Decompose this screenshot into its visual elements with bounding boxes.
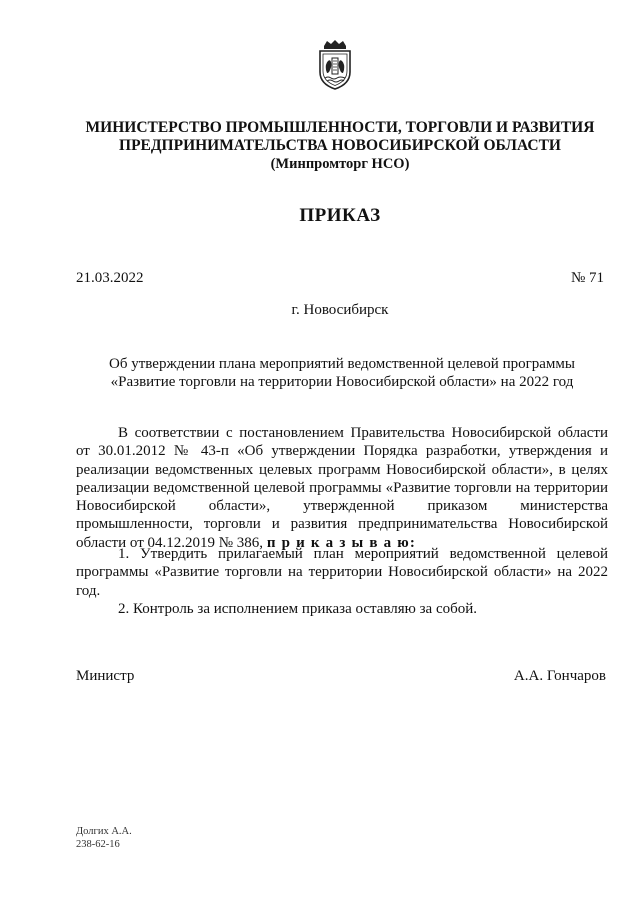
executor-name: Долгих А.А. — [76, 826, 132, 837]
executor-phone: 238-62-16 — [76, 839, 120, 850]
decree-word: п р и к а з ы в а ю: — [266, 534, 417, 551]
preamble-paragraph — [76, 424, 608, 552]
document-city: г. Новосибирск — [291, 302, 389, 318]
document-type-title: ПРИКАЗ — [299, 205, 381, 226]
preamble-text: В соответствии с постановлением Правительства Новосибирской области от 30.01.2012 № 43-п «Об утверждении Порядка разработки, утверждения и реализации ведомственных целевых программ Новосибирской области», в целях реализации ведомственной целевой программы «Развитие торговли на территории Новосибирской области», утвержденной приказом министерства промышленности, торговли и развития предпринимательства Новосибирской области от 04.12.2019 № 386, — [76, 425, 608, 551]
document-date: 21.03.2022 — [76, 270, 144, 286]
order-item-1: 1. Утвердить прилагаемый план мероприятий ведомственной целевой программы «Развитие торговли на территории Новосибирской области» на 2022 год. — [76, 546, 608, 599]
ministry-name-line2: ПРЕДПРИНИМАТЕЛЬСТВА НОВОСИБИРСКОЙ ОБЛАСТИ — [119, 137, 561, 154]
order-item-2: 2. Контроль за исполнением приказа оставляю за собой. — [118, 601, 478, 617]
signatory-name: А.А. Гончаров — [513, 668, 606, 684]
ministry-short-name: (Минпромторг НСО) — [270, 156, 410, 172]
signatory-role: Министр — [76, 668, 135, 684]
document-number: № 71 — [570, 270, 604, 286]
coat-of-arms-icon — [316, 40, 354, 90]
document-subject — [76, 355, 608, 391]
subject-line1: Об утверждении плана мероприятий ведомственной целевой программы — [109, 356, 575, 372]
ministry-name-line1: МИНИСТЕРСТВО ПРОМЫШЛЕННОСТИ, ТОРГОВЛИ И РАЗВИТИЯ — [85, 119, 595, 136]
executor-info — [76, 825, 132, 851]
subject-line2: «Развитие торговли на территории Новосибирской области» на 2022 год — [110, 374, 574, 390]
